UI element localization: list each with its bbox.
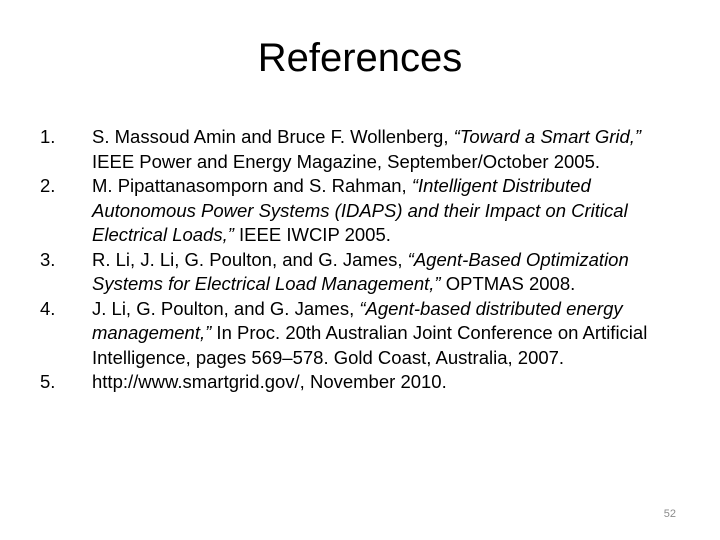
reference-title: “Agent-based distributed energy management,” <box>92 297 623 343</box>
reference-text <box>92 297 680 371</box>
reference-item-2 <box>40 174 680 248</box>
page-number: 52 <box>663 508 676 520</box>
reference-list <box>40 125 680 395</box>
reference-item-5 <box>40 370 680 395</box>
reference-source: In Proc. 20th Australian Joint Conference on Artificial Intelligence, pages 569–578. Gold Coast, Australia, 2007. <box>92 322 648 368</box>
reference-text <box>92 370 680 395</box>
reference-url-link[interactable]: http://www.smartgrid.gov/, November 2010. <box>92 371 447 392</box>
reference-title: “Agent-Based Optimization Systems for Electrical Load Management,” <box>92 248 629 294</box>
reference-number: 3. <box>40 248 56 270</box>
reference-number: 5. <box>40 371 56 392</box>
reference-text <box>92 125 680 174</box>
reference-item-4 <box>40 297 680 371</box>
reference-number: 2. <box>40 175 56 196</box>
reference-text <box>92 174 680 248</box>
reference-title: “Intelligent Distributed Autonomous Power Systems (IDAPS) and their Impact on Critical Electrical Loads,” <box>92 175 628 245</box>
reference-source: IEEE Power and Energy Magazine, September/October 2005. <box>92 150 601 172</box>
reference-number: 1. <box>40 126 56 147</box>
reference-authors: S. Massoud Amin and Bruce F. Wollenberg, <box>92 126 454 147</box>
reference-source: IEEE IWCIP 2005. <box>233 224 391 245</box>
reference-authors: J. Li, G. Poulton, and G. James, <box>92 297 360 319</box>
reference-title: “Toward a Smart Grid,” <box>453 126 642 147</box>
reference-number: 4. <box>40 297 56 319</box>
reference-item-1 <box>40 125 680 174</box>
slide-title: References <box>257 36 463 80</box>
reference-text <box>92 248 680 297</box>
reference-authors: M. Pipattanasomporn and S. Rahman, <box>92 175 412 196</box>
reference-source: OPTMAS 2008. <box>440 273 576 294</box>
reference-item-3 <box>40 248 680 297</box>
reference-authors: R. Li, J. Li, G. Poulton, and G. James, <box>92 248 408 270</box>
